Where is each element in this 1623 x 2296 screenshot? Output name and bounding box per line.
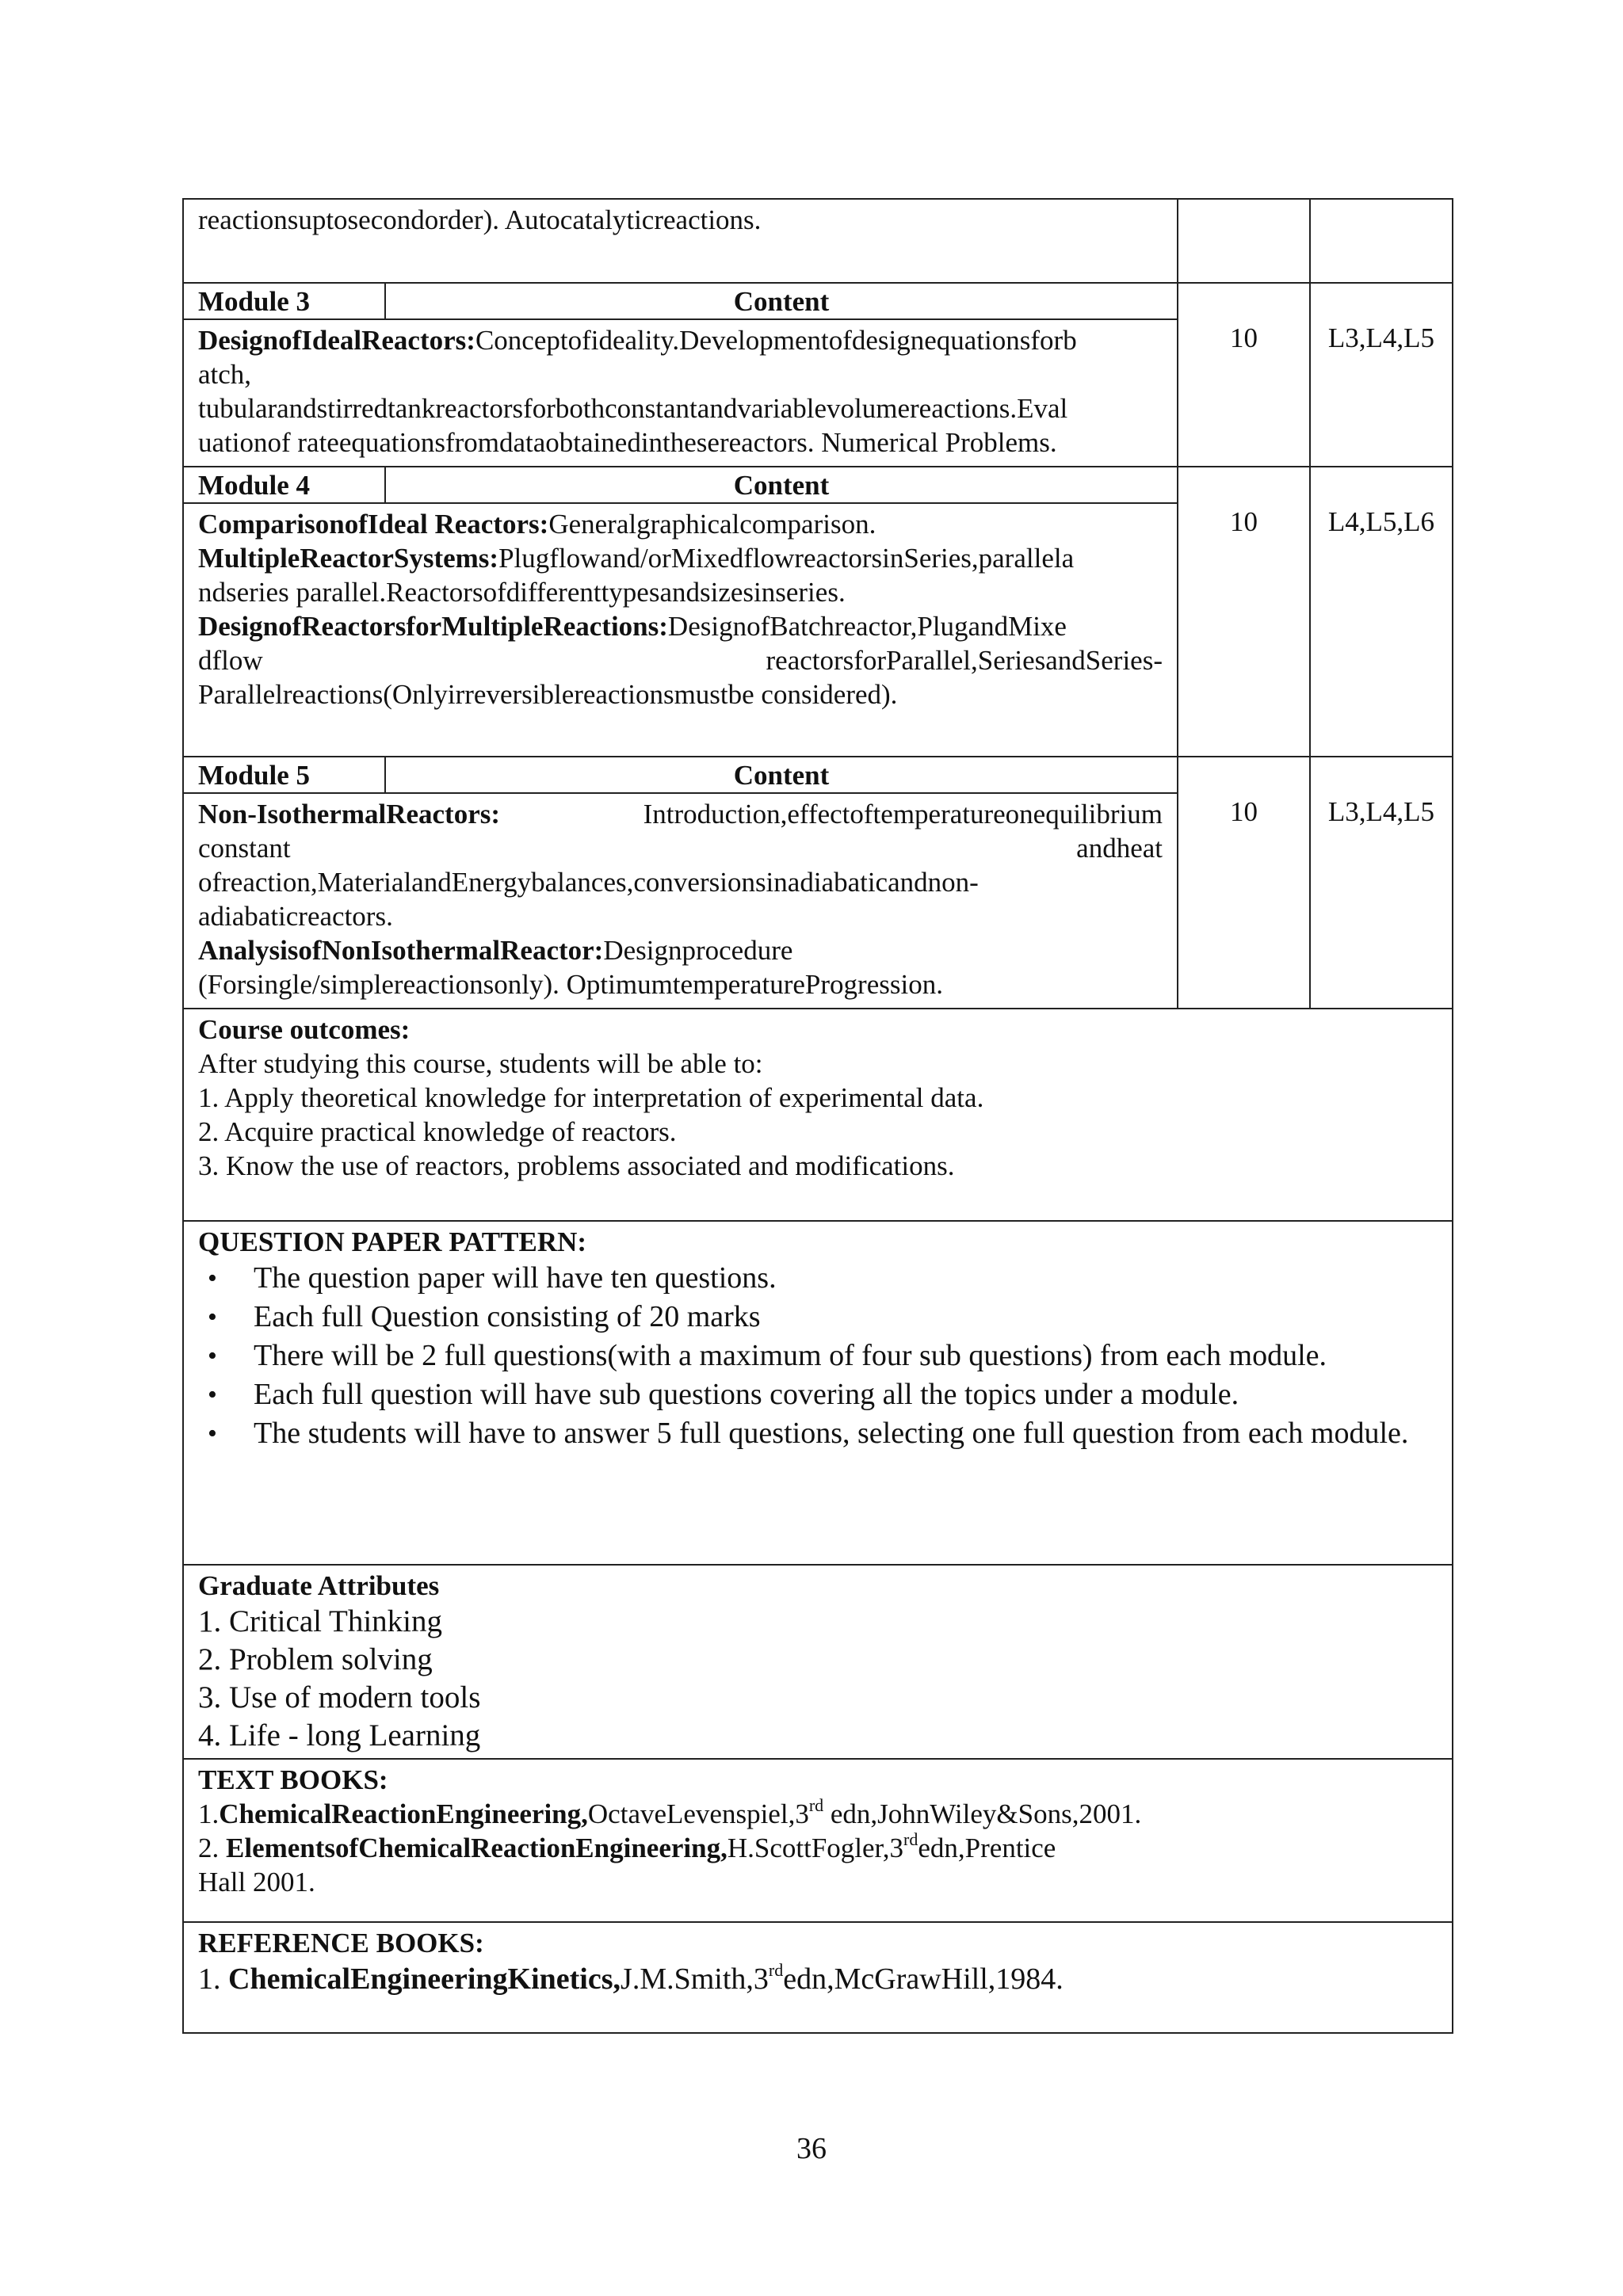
reference-book-1-rest: edn,McGrawHill,1984. xyxy=(783,1962,1064,1996)
course-outcomes-row xyxy=(183,1009,1453,1221)
graduate-attributes-heading: Graduate Attributes xyxy=(198,1570,440,1601)
list-item: • Each full Question consisting of 20 marks xyxy=(254,1298,1438,1337)
text-book-1-sup: rd xyxy=(808,1795,824,1816)
text-book-2-line2: Hall 2001. xyxy=(198,1867,315,1897)
list-item: • The question paper will have ten questions. xyxy=(254,1259,1438,1298)
text-books-cell xyxy=(183,1759,1453,1922)
module5-text2b: (Forsingle/simplereactionsonly). OptimumtemperatureProgression. xyxy=(198,969,943,1000)
module4-body xyxy=(183,503,1178,757)
module3-text-line1: Conceptofideality.Developmentofdesignequationsforb xyxy=(475,325,1077,356)
reference-books-cell xyxy=(183,1922,1453,2033)
module5-text1d: adiabaticreactors. xyxy=(198,901,393,932)
list-item: 1. Apply theoretical knowledge for interpretation of experimental data. xyxy=(198,1082,984,1113)
module3-text-line3: tubularandstirredtankreactorsforbothconstantandvariablevolumereactions.Eval xyxy=(198,393,1068,424)
course-outcomes-heading: Course outcomes: xyxy=(198,1014,411,1045)
syllabus-table-frame xyxy=(182,198,1452,2034)
module5-title2: AnalysisofNonIsothermalReactor: xyxy=(198,935,604,966)
module4-title3: DesignofReactorsforMultipleReactions: xyxy=(198,611,668,642)
syllabus-table xyxy=(182,198,1453,2034)
module5-content-header: Content xyxy=(385,757,1178,793)
list-item: 3. Know the use of reactors, problems associated and modifications. xyxy=(198,1150,955,1181)
text-book-2-sup: rd xyxy=(903,1829,918,1850)
module5-text1a: Introduction,effectoftemperatureonequilibrium xyxy=(643,799,1163,830)
text-book-1-author: OctaveLevenspiel,3 xyxy=(587,1798,809,1829)
module4-text3b-left: dflow xyxy=(198,645,263,676)
module5-text1b-left: constant xyxy=(198,833,291,864)
text-book-1 xyxy=(198,1797,1438,1831)
module3-title: DesignofIdealReactors: xyxy=(198,325,475,356)
text-book-2 xyxy=(198,1831,1438,1865)
text-book-2-title: ElementsofChemicalReactionEngineering, xyxy=(226,1833,727,1863)
module4-text3c: Parallelreactions(Onlyirreversiblereactionsmustbe considered). xyxy=(198,679,898,710)
text-books-row xyxy=(183,1759,1453,1922)
module4-levels: L4,L5,L6 xyxy=(1310,467,1453,757)
list-item: • Each full question will have sub questions covering all the topics under a module. xyxy=(254,1375,1438,1414)
graduate-attributes-row xyxy=(183,1565,1453,1759)
module5-body xyxy=(183,793,1178,1009)
text-book-1-number: 1. xyxy=(198,1798,220,1829)
continuation-hours-cell xyxy=(1178,199,1310,283)
module3-header-row xyxy=(183,283,1453,319)
graduate-attributes-cell xyxy=(183,1565,1453,1759)
page-number: 36 xyxy=(796,2132,827,2165)
module3-body xyxy=(183,319,1178,467)
module5-text1b-right: andheat xyxy=(1076,833,1163,864)
list-item: 3. Use of modern tools xyxy=(198,1680,481,1714)
module4-hours: 10 xyxy=(1178,467,1310,757)
module4-text2b: ndseries parallel.Reactorsofdifferenttypesandsizesinseries. xyxy=(198,577,846,608)
reference-book-1-number: 1. xyxy=(198,1962,228,1996)
text-books-heading: TEXT BOOKS: xyxy=(198,1764,388,1795)
reference-books-row xyxy=(183,1922,1453,2033)
module5-levels: L3,L4,L5 xyxy=(1310,757,1453,1009)
module4-header-row xyxy=(183,467,1453,503)
continuation-row xyxy=(183,199,1453,283)
text-book-2-author: H.ScottFogler,3 xyxy=(727,1833,904,1863)
module5-hours: 10 xyxy=(1178,757,1310,1009)
list-item: 2. Acquire practical knowledge of reactors. xyxy=(198,1116,677,1147)
module5-title1: Non-IsothermalReactors: xyxy=(198,799,501,830)
module5-text2a: Designprocedure xyxy=(603,935,793,966)
list-item: • The students will have to answer 5 full questions, selecting one full question from each module. xyxy=(254,1414,1438,1453)
module4-text2a: Plugflowand/orMixedflowreactorsinSeries,parallela xyxy=(498,543,1075,574)
reference-book-1-title: ChemicalEngineeringKinetics, xyxy=(228,1962,621,1996)
question-paper-list xyxy=(198,1259,1438,1453)
module4-text3b-right: reactorsforParallel,SeriesandSeries- xyxy=(766,645,1163,676)
module3-label: Module 3 xyxy=(183,283,385,319)
module3-levels: L3,L4,L5 xyxy=(1310,283,1453,467)
question-paper-cell xyxy=(183,1221,1453,1565)
continuation-levels-cell xyxy=(1310,199,1453,283)
graduate-attributes-list xyxy=(198,1603,1438,1755)
question-paper-row xyxy=(183,1221,1453,1565)
reference-book-1-author: J.M.Smith,3 xyxy=(621,1962,769,1996)
text-book-1-title: ChemicalReactionEngineering, xyxy=(219,1798,588,1829)
reference-book-1 xyxy=(198,1960,1438,1998)
module5-header-row xyxy=(183,757,1453,793)
course-outcomes-intro: After studying this course, students will be able to: xyxy=(198,1048,763,1079)
list-item: • There will be 2 full questions(with a maximum of four sub questions) from each module. xyxy=(254,1337,1438,1375)
module4-content-header: Content xyxy=(385,467,1178,503)
list-item: 1. Critical Thinking xyxy=(198,1604,443,1638)
text-book-1-rest: edn,JohnWiley&Sons,2001. xyxy=(823,1798,1142,1829)
continuation-text: reactionsuptosecondorder). Autocatalyticreactions. xyxy=(183,199,1178,283)
module3-hours: 10 xyxy=(1178,283,1310,467)
reference-books-heading: REFERENCE BOOKS: xyxy=(198,1928,484,1958)
text-book-2-number: 2. xyxy=(198,1833,226,1863)
module4-label: Module 4 xyxy=(183,467,385,503)
course-outcomes-cell xyxy=(183,1009,1453,1221)
list-item: 2. Problem solving xyxy=(198,1642,433,1676)
module4-text3a: DesignofBatchreactor,PlugandMixe xyxy=(667,611,1067,642)
module5-text1c: ofreaction,MaterialandEnergybalances,conversionsinadiabaticandnon- xyxy=(198,867,979,898)
module4-text1: Generalgraphicalcomparison. xyxy=(548,509,876,540)
course-outcomes-list xyxy=(198,1081,1438,1183)
module4-title1: ComparisonofIdeal Reactors: xyxy=(198,509,549,540)
module3-text-line2: atch, xyxy=(198,359,252,390)
module5-label: Module 5 xyxy=(183,757,385,793)
module4-title2: MultipleReactorSystems: xyxy=(198,543,499,574)
module3-content-header: Content xyxy=(385,283,1178,319)
reference-book-1-sup: rd xyxy=(768,1960,784,1981)
text-book-2-rest: edn,Prentice xyxy=(918,1833,1056,1863)
module3-text-line4: uationof rateequationsfromdataobtainedinthesereactors. Numerical Problems. xyxy=(198,427,1057,458)
list-item: 4. Life - long Learning xyxy=(198,1718,481,1753)
question-paper-heading: QUESTION PAPER PATTERN: xyxy=(198,1226,587,1257)
